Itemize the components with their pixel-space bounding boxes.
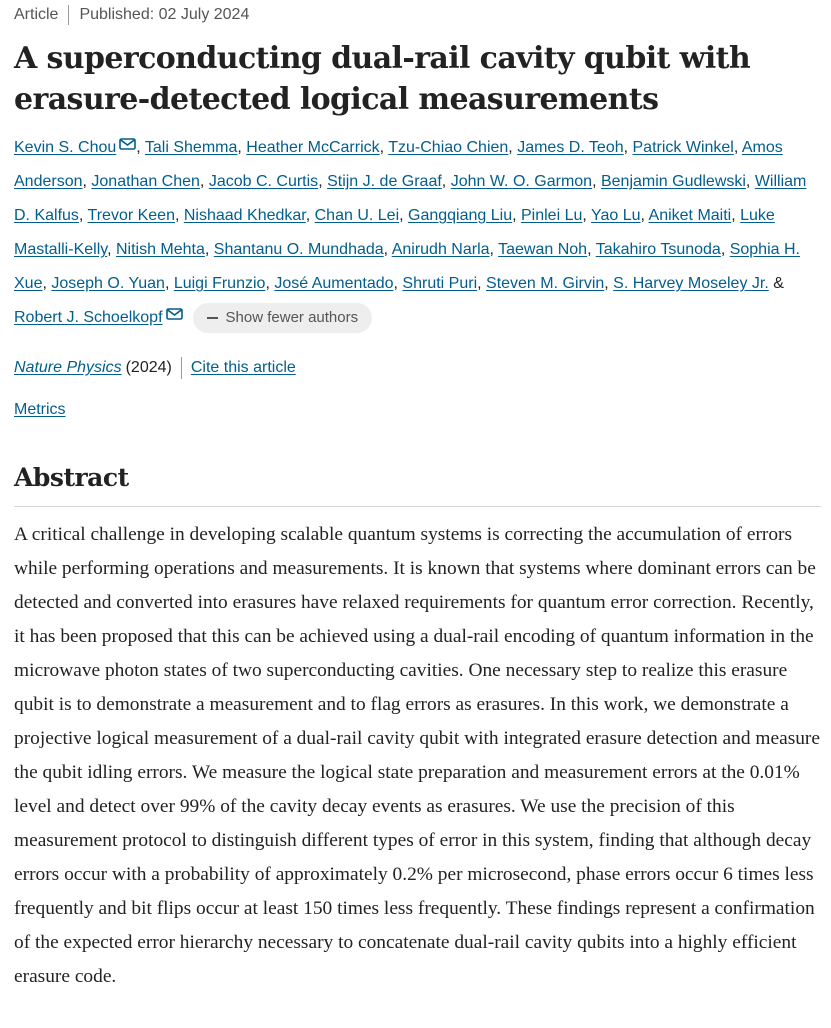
author-link[interactable]: Yao Lu [590, 207, 641, 224]
author-link[interactable]: William D. Kalfus [14, 173, 807, 224]
author-link[interactable]: Taewan Noh [498, 241, 588, 258]
author-link[interactable]: Luke Mastalli-Kelly [14, 207, 775, 258]
author-link[interactable]: Robert J. Schoelkopf [14, 309, 163, 326]
author-link[interactable]: Tali Shemma [144, 139, 238, 156]
author-link[interactable]: Nishaad Khedkar [183, 207, 306, 224]
article-meta [14, 5, 249, 25]
minus-icon [207, 317, 218, 319]
journal-citation [14, 357, 296, 379]
author-link[interactable]: Shruti Puri [402, 275, 478, 292]
author-link[interactable]: José Aumentado [274, 275, 394, 292]
abstract-heading: Abstract [14, 463, 129, 492]
author-link[interactable]: Shantanu O. Mundhada [213, 241, 384, 258]
author-link[interactable]: Steven M. Girvin [486, 275, 605, 292]
mail-icon[interactable] [119, 138, 136, 150]
author-link[interactable]: Gangqiang Liu [408, 207, 513, 224]
author-link[interactable]: Kevin S. Chou [14, 139, 117, 156]
article-type: Article [14, 6, 59, 23]
author-link[interactable]: S. Harvey Moseley Jr. [613, 275, 769, 292]
author-link[interactable]: John W. O. Garmon [450, 173, 593, 190]
mail-icon[interactable] [166, 308, 183, 320]
cite-article-link[interactable]: Cite this article [190, 359, 296, 376]
author-link[interactable]: Aniket Maiti [648, 207, 732, 224]
author-link[interactable]: Patrick Winkel [632, 139, 734, 156]
author-link[interactable]: Benjamin Gudlewski [600, 173, 746, 190]
journal-divider [181, 357, 182, 379]
author-link[interactable]: Nitish Mehta [115, 241, 205, 258]
author-link[interactable]: Stijn J. de Graaf [327, 173, 442, 190]
author-link[interactable]: Jacob C. Curtis [208, 173, 319, 190]
abstract-divider [14, 506, 821, 507]
author-link[interactable]: Takahiro Tsunoda [595, 241, 721, 258]
author-link[interactable]: Jonathan Chen [91, 173, 200, 190]
journal-year: (2024) [125, 359, 172, 376]
author-link[interactable]: Amos Anderson [14, 139, 783, 190]
author-link[interactable]: Luigi Frunzio [173, 275, 266, 292]
article-title: A superconducting dual-rail cavity qubit with erasure-detected logical measurements [14, 41, 751, 117]
author-link[interactable]: James D. Teoh [517, 139, 624, 156]
author-link[interactable]: Heather McCarrick [246, 139, 380, 156]
author-link[interactable]: Trevor Keen [87, 207, 175, 224]
author-link[interactable]: Sophia H. Xue [14, 241, 800, 292]
show-fewer-label: Show fewer authors [225, 308, 359, 326]
meta-divider [68, 5, 69, 25]
author-link[interactable]: Chan U. Lei [314, 207, 400, 224]
metrics-section [14, 401, 66, 419]
show-fewer-authors-button[interactable] [193, 303, 373, 333]
metrics-link[interactable]: Metrics [14, 401, 66, 418]
author-link[interactable]: Tzu-Chiao Chien [388, 139, 509, 156]
author-list: Kevin S. Chou , Tali Shemma, Heather McCarrick, Tzu-Chiao Chien, James D. Teoh, Patrick Winkel, Amos Anderson, Jonathan Chen, Jacob C. Curtis, Stijn J. de Graaf, John W. O. Garmon, Benjamin Gudlewski, William D. Kalfus, Trevor Keen, Nishaad Khedkar, Chan U. Lei, Gangqiang Liu, Pinlei Lu, Yao Lu, Aniket Maiti, Luke Mastalli-Kelly, Nitish Mehta, Shantanu O. Mundhada, Anirudh Narla, Taewan Noh, Takahiro Tsunoda, Sophia H. Xue, Joseph O. Yuan, Luigi Frunzio, José Aumentado, Shruti Puri, Steven M. Girvin, S. Harvey Moseley Jr. & Robert J. Schoelkopf Show fewer authors [14, 131, 824, 335]
author-link[interactable]: Pinlei Lu [521, 207, 583, 224]
author-link[interactable]: Joseph O. Yuan [51, 275, 165, 292]
published-date: Published: 02 July 2024 [79, 6, 250, 23]
journal-link[interactable]: Nature Physics [14, 359, 122, 376]
abstract-text: A critical challenge in developing scalable quantum systems is correcting the accumulation of errors while performing operations and measurements. It is known that systems where dominant errors can be detected and converted into erasures have relaxed requirements for quantum error correction. Recently, it has been proposed that this can be achieved using a dual-rail encoding of quantum information in the microwave photon states of two superconducting cavities. One necessary step to realize this erasure qubit is to demonstrate a measurement and to flag errors as erasures. In this work, we demonstrate a projective logical measurement of a dual-rail cavity qubit with integrated erasure detection and measure the qubit idling errors. We measure the logical state preparation and measurement errors at the 0.01% level and detect over 99% of the cavity decay events as erasures. We use the precision of this measurement protocol to distinguish different types of error in this system, finding that although decay errors occur with a probability of approximately 0.2% per microsecond, phase errors occur 6 times less frequently and bit flips occur at least 150 times less frequently. These findings represent a confirmation of the expected error hierarchy necessary to concatenate dual-rail cavity qubits into a highly efficient erasure code. [14, 524, 820, 987]
author-link[interactable]: Anirudh Narla [391, 241, 490, 258]
